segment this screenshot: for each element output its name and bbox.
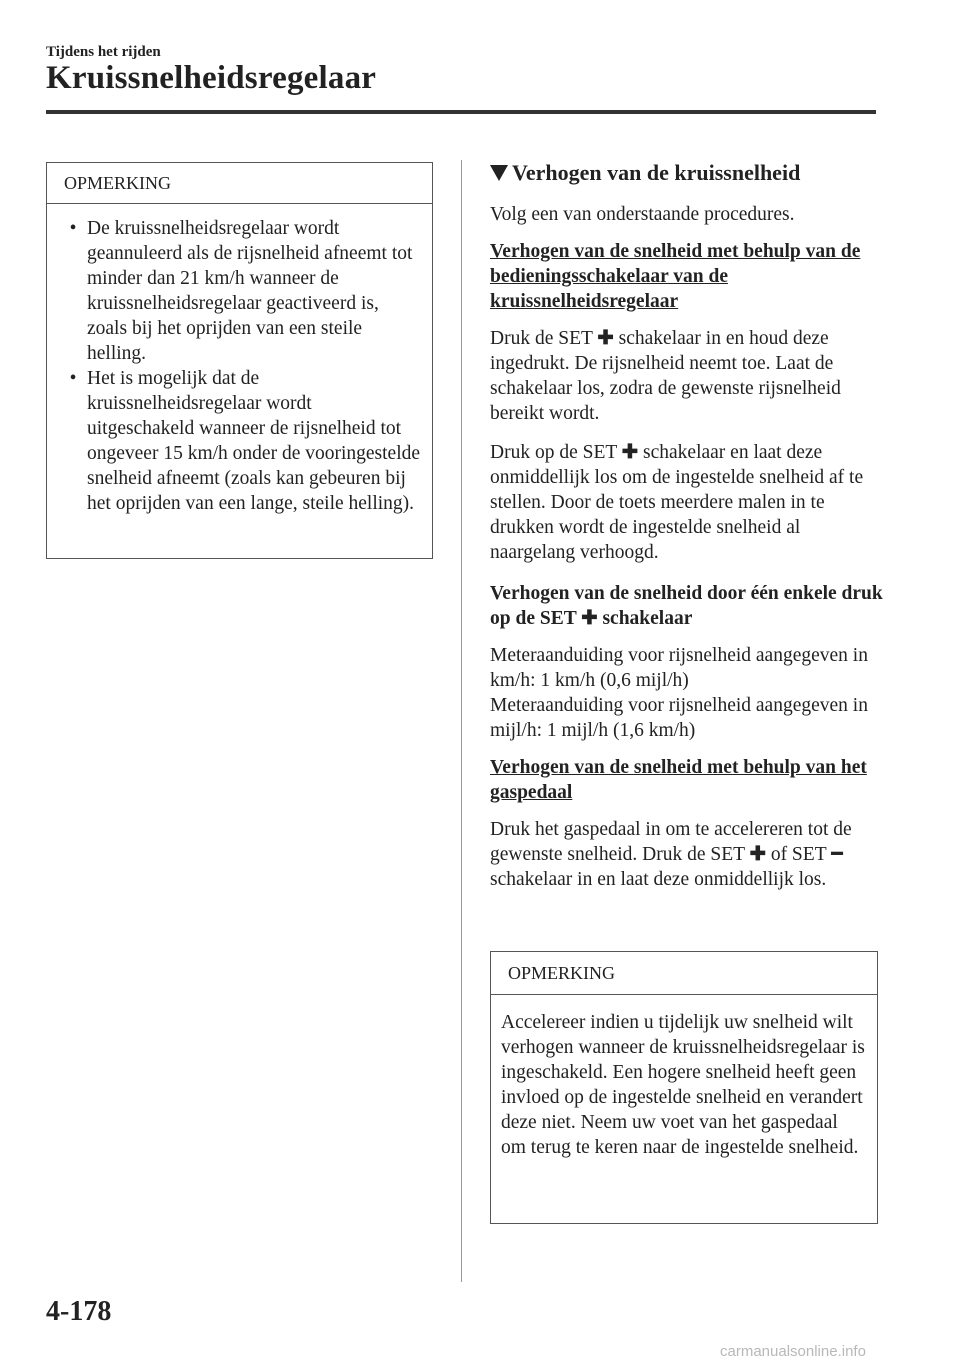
column-divider [461, 160, 462, 1282]
page-number: 4-178 [46, 1296, 112, 1327]
watermark: carmanualsonline.info [720, 1343, 866, 1360]
switch-heading: Verhogen van de snelheid met behulp van de bedieningsschakelaar van de kruissnelheidsregelaar [490, 241, 861, 312]
single-press-heading: Verhogen van de snelheid door één enkele druk op de SET ✚ schakelaar [490, 583, 883, 629]
bullet-dot: • [69, 368, 77, 389]
title-rule [46, 110, 876, 114]
triangle-down-icon [490, 165, 508, 181]
plus-icon: ✚ [749, 844, 766, 865]
switch-paragraph-2: Druk op de SET ✚ schakelaar en laat deze onmiddellijk los om de ingestelde snelheid af te stellen. Door de toets meerdere malen in te drukken wordt de ingestelde snelheid al naargelang verhoogd. [490, 442, 864, 563]
note-bullet-item [59, 366, 422, 516]
note-bullet-text: Het is mogelijk dat de kruissnelheidsregelaar wordt uitgeschakeld wanneer de rijsnelheid tot ongeveer 15 km/h onder de vooringestelde snelheid afneemt (zoals kan gebeuren bij het oprijden van een lange, steile helling). [87, 368, 421, 514]
meter-mph-text: Meteraanduiding voor rijsnelheid aangegeven in mijl/h: 1 mijl/h (1,6 km/h) [490, 695, 868, 741]
pedal-paragraph: Druk het gaspedaal in om te accelereren tot de gewenste snelheid. Druk de SET ✚ of SET ━ schakelaar in en laat deze onmiddellijk los. [490, 819, 852, 890]
right-note-box [490, 951, 878, 1224]
minus-icon: ━ [831, 844, 843, 865]
plus-icon: ✚ [621, 442, 639, 463]
section-heading [490, 160, 885, 186]
note-text: Accelereer indien u tijdelijk uw snelheid wilt verhogen wanneer de kruissnelheidsregelaar is ingeschakeld. Een hogere snelheid heeft geen invloed op de ingestelde snelheid en verandert deze niet. Neem uw voet van het gaspedaal om terug te keren naar de ingestelde snelheid. [501, 1012, 865, 1158]
note-bullet-item [59, 216, 422, 366]
pedal-heading: Verhogen van de snelheid met behulp van het gaspedaal [490, 757, 867, 803]
note-bullet-text: De kruissnelheidsregelaar wordt geannuleerd als de rijsnelheid afneemt tot minder dan 21 km/h wanneer de kruissnelheidsregelaar geactiveerd is, zoals bij het oprijden van een steile helling. [87, 218, 413, 364]
note-heading: OPMERKING [491, 952, 877, 995]
left-note-box [46, 162, 433, 559]
bullet-dot: • [69, 218, 77, 239]
note-heading: OPMERKING [47, 163, 432, 204]
note-bullet-list [47, 204, 432, 516]
section-label: Tijdens het rijden [46, 44, 161, 60]
meter-kmh-text: Meteraanduiding voor rijsnelheid aangegeven in km/h: 1 km/h (0,6 mijl/h) [490, 645, 868, 691]
section-heading-text: Verhogen van de kruissnelheid [512, 160, 801, 185]
plus-icon: ✚ [581, 608, 598, 629]
right-column [490, 160, 885, 892]
page-title: Kruissnelheidsregelaar [46, 60, 377, 96]
switch-paragraph-1: Druk de SET ✚ schakelaar in en houd deze ingedrukt. De rijsnelheid neemt toe. Laat de schakelaar los, zodra de gewenste rijsnelheid bereikt wordt. [490, 328, 841, 424]
intro-text: Volg een van onderstaande procedures. [490, 204, 795, 225]
plus-icon: ✚ [597, 328, 614, 349]
